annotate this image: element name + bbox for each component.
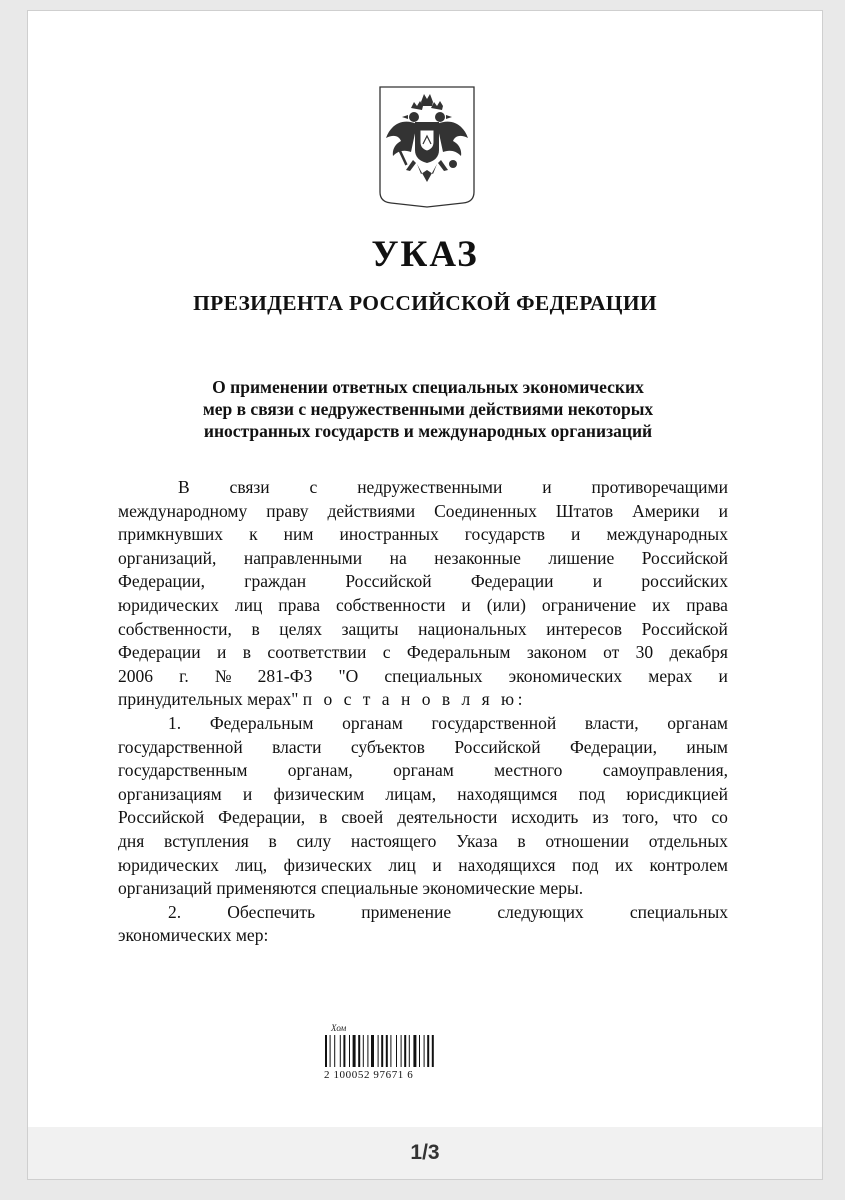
document-subtitle: ПРЕЗИДЕНТА РОССИЙСКОЙ ФЕДЕРАЦИИ [193, 291, 657, 315]
body-line: Российской Федерации, в своей деятельности исходить из того, что со [118, 807, 728, 828]
body-line: государственным органам, органам местного самоуправления, [118, 760, 728, 781]
body-line: государственной власти субъектов Российской Федерации, иным [118, 736, 728, 757]
heading-line: иностранных государств и международных организаций [203, 421, 653, 441]
body-line: организаций, направленными на незаконные лишение Российской [118, 547, 728, 568]
body-line: собственности, в целях защиты национальных интересов Российской [118, 618, 728, 639]
barcode-number: 2 100052 97671 6 [324, 1069, 414, 1081]
coat-of-arms-icon [377, 84, 477, 208]
body-line: юридических лиц права собственности и (или) ограничение их права [118, 594, 728, 615]
page-navigation-bar [28, 1127, 822, 1179]
heading-line: мер в связи с недружественными действиями некоторых [202, 399, 654, 419]
document-page [27, 10, 823, 1180]
body-line: международному праву действиями Соединенных Штатов Америки и [118, 500, 728, 521]
body-line: экономических мер: [118, 925, 269, 946]
body-line: 1. Федеральным органам государственной власти, органам [168, 712, 728, 733]
body-line: дня вступления в силу настоящего Указа в отношении отдельных [118, 830, 728, 851]
body-line: организаций применяются специальные экономические меры. [118, 878, 584, 899]
body-line: Федерации, граждан Российской Федерации и российских [118, 571, 728, 592]
body-line: организациям и физическим лицам, находящимся под юрисдикцией [118, 783, 728, 804]
body-line: принудительных мерах" п о с т а н о в л я ю: [118, 689, 526, 710]
page-indicator: 1/3 [410, 1141, 440, 1164]
decree-heading [148, 376, 708, 442]
body-line: примкнувших к ним иностранных государств и международных [118, 524, 728, 545]
body-line: В связи с недружественными и противоречащими [178, 477, 728, 497]
body-line: юридических лиц, физических лиц и находящихся под их контролем [118, 854, 728, 875]
barcode-initials: Хом [331, 1023, 347, 1033]
document-title: УКАЗ [371, 234, 479, 275]
decree-body [118, 476, 728, 948]
body-line: 2. Обеспечить применение следующих специальных [168, 901, 728, 922]
heading-line: О применении ответных специальных экономических [212, 377, 644, 397]
body-line: 2006 г. № 281-ФЗ "О специальных экономических мерах и [118, 665, 728, 686]
body-line: Федерации и в соответствии с Федеральным законом от 30 декабря [118, 642, 728, 663]
